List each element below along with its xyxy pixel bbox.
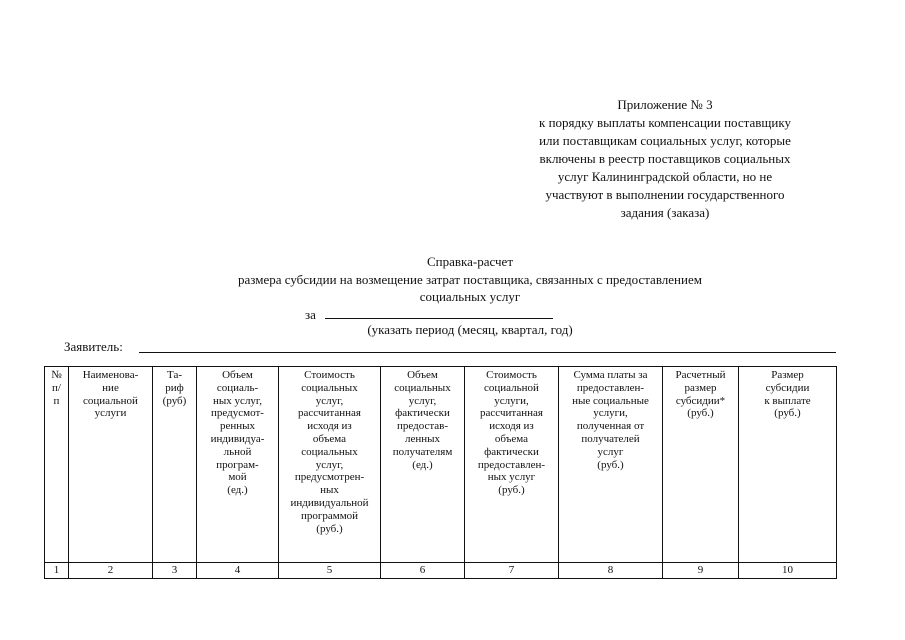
period-hint: (указать период (месяц, квартал, год): [367, 322, 573, 337]
appendix-line: включены в реестр поставщиков социальных: [539, 151, 791, 166]
calculation-table: [44, 366, 837, 579]
column-header: Наименова- ние социальной услуги: [69, 367, 153, 563]
title-subtitle-line1: размера субсидии на возмещение затрат поставщика, связанных с предоставлением: [238, 271, 702, 287]
column-number: 1: [45, 563, 69, 579]
appendix-line: задания (заказа): [620, 205, 710, 220]
column-header: Расчетный размер субсидии* (руб.): [663, 367, 739, 563]
appendix-line: к порядку выплаты компенсации поставщику: [539, 115, 791, 130]
column-header: Размер субсидии к выплате (руб.): [739, 367, 837, 563]
column-header: Стоимость социальной услуги, рассчитанная исходя из объема фактически предоставлен- ных услуг (руб.): [465, 367, 559, 563]
appendix-line: участвуют в выполнении государственного: [545, 187, 785, 202]
title-heading: Справка-расчет: [426, 254, 514, 269]
column-number: 8: [559, 563, 663, 579]
title-subtitle-line2: социальных услуг: [419, 289, 521, 304]
column-header: Сумма платы за предоставлен- ные социальные услуги, полученная от получателей услуг (руб.): [559, 367, 663, 563]
column-number: 5: [279, 563, 381, 579]
column-number: 10: [739, 563, 837, 579]
table-row: [45, 563, 837, 579]
appendix-line: услуг Калининградской области, но не: [557, 169, 773, 184]
column-number: 6: [381, 563, 465, 579]
document-title: [150, 253, 790, 306]
column-header: Та- риф (руб): [153, 367, 197, 563]
applicant-blank-line: [139, 352, 836, 353]
column-number: 3: [153, 563, 197, 579]
column-header: Объем социальных услуг, фактически предостав- ленных получателям (ед.): [381, 367, 465, 563]
applicant-label: Заявитель:: [64, 339, 123, 354]
period-blank-line: [325, 306, 553, 319]
period-prefix: за: [305, 307, 316, 322]
column-header: Стоимость социальных услуг, рассчитанная исходя из объема социальных услуг, предусмотрен- ных индивидуальной программой (руб.): [279, 367, 381, 563]
column-header: № п/ п: [45, 367, 69, 563]
table-header-row: [45, 367, 837, 563]
column-header: Объем социаль- ных услуг, предусмот- ренных индивидуа- льной програм- мой (ед.): [197, 367, 279, 563]
column-number: 2: [69, 563, 153, 579]
appendix-line: Приложение № 3: [617, 97, 713, 112]
column-number: 7: [465, 563, 559, 579]
column-number: 9: [663, 563, 739, 579]
column-number: 4: [197, 563, 279, 579]
appendix-line: или поставщикам социальных услуг, которые: [539, 133, 791, 148]
appendix-header: [510, 96, 820, 222]
